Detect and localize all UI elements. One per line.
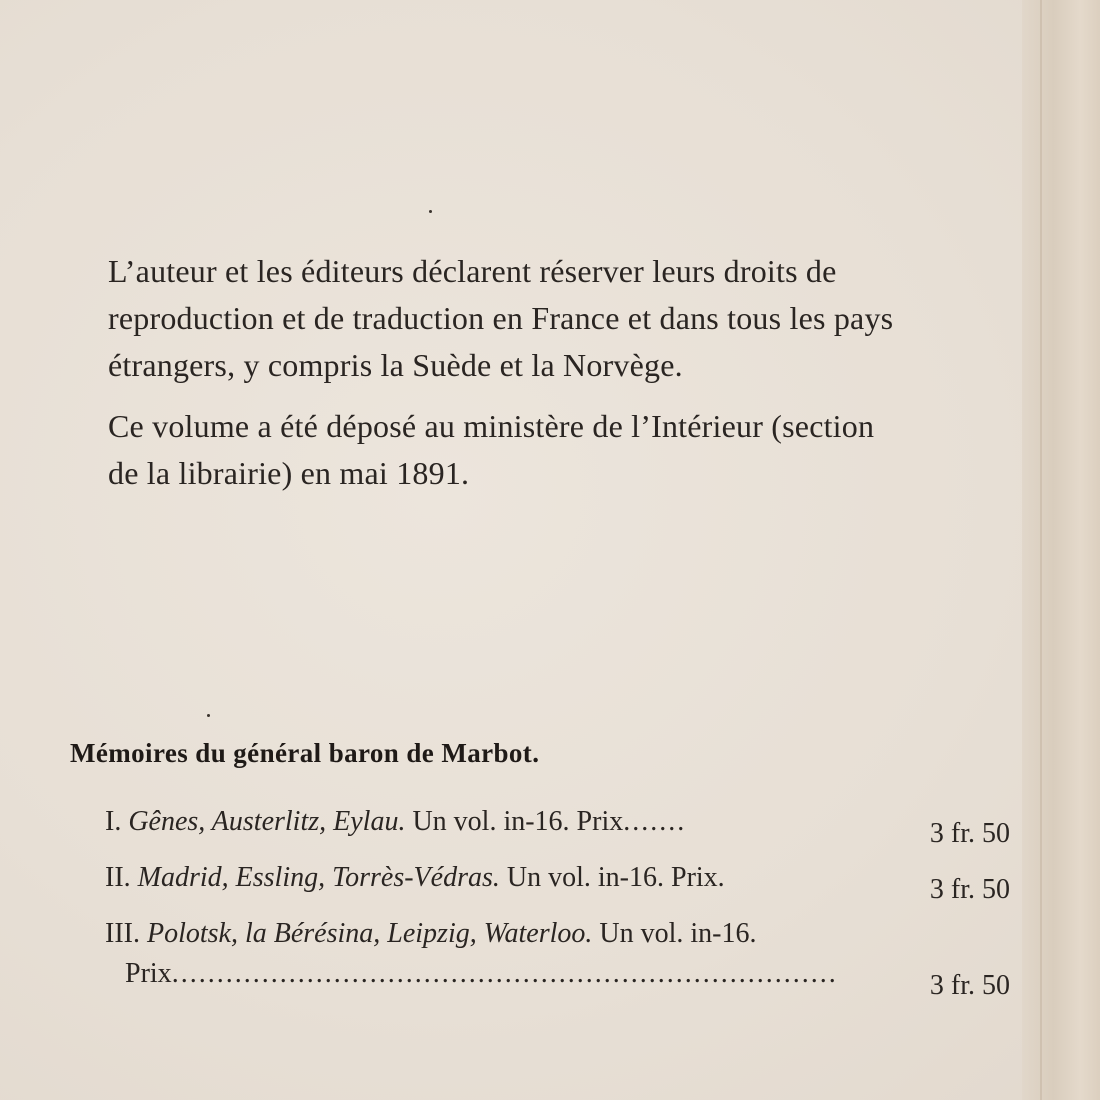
volume-title: Madrid, Essling, Torrès-Védras. bbox=[137, 862, 500, 893]
volume-description: Un vol. in-16. bbox=[599, 918, 757, 949]
rights-notice bbox=[78, 248, 998, 511]
rights-line: reproduction et de traduction en France et dans tous les pays bbox=[108, 300, 894, 336]
volume-price: 3 fr. 50 bbox=[929, 818, 1010, 849]
adjacent-page-edge bbox=[1022, 0, 1100, 1100]
volume-description: Un vol. in-16. Prix bbox=[412, 806, 624, 837]
volume-number: III. bbox=[105, 918, 140, 949]
rights-line: étrangers, y compris la Suède et la Norvège. bbox=[108, 347, 683, 383]
ink-speck bbox=[429, 210, 432, 213]
volume-price: 3 fr. 50 bbox=[929, 874, 1010, 905]
volume-title: Polotsk, la Bérésina, Leipzig, Waterloo. bbox=[146, 918, 593, 949]
series-heading: Mémoires du général baron de Marbot. bbox=[70, 738, 540, 768]
ink-speck bbox=[207, 714, 210, 717]
volume-price: 3 fr. 50 bbox=[929, 970, 1010, 1001]
deposit-paragraph bbox=[78, 403, 998, 497]
rights-line: L’auteur et les éditeurs déclarent réserver leurs droits de bbox=[108, 253, 837, 289]
rights-paragraph bbox=[78, 248, 998, 389]
list-item bbox=[105, 862, 1010, 918]
deposit-line: de la librairie) en mai 1891. bbox=[108, 455, 470, 491]
price-line bbox=[125, 958, 895, 990]
volume-list bbox=[105, 806, 1010, 1010]
list-item bbox=[105, 918, 1010, 1010]
list-item bbox=[105, 806, 1010, 862]
volume-description: Un vol. in-16. Prix. bbox=[506, 862, 725, 893]
volume-number: I. bbox=[105, 806, 122, 837]
price-label: Prix bbox=[125, 958, 172, 989]
leader-dots: ....... bbox=[623, 806, 687, 837]
volume-title: Gênes, Austerlitz, Eylau. bbox=[128, 806, 406, 837]
deposit-line: Ce volume a été déposé au ministère de l’Intérieur (section bbox=[108, 408, 875, 444]
leader-dots: .......................................................................... bbox=[171, 958, 838, 989]
volume-number: II. bbox=[105, 862, 131, 893]
